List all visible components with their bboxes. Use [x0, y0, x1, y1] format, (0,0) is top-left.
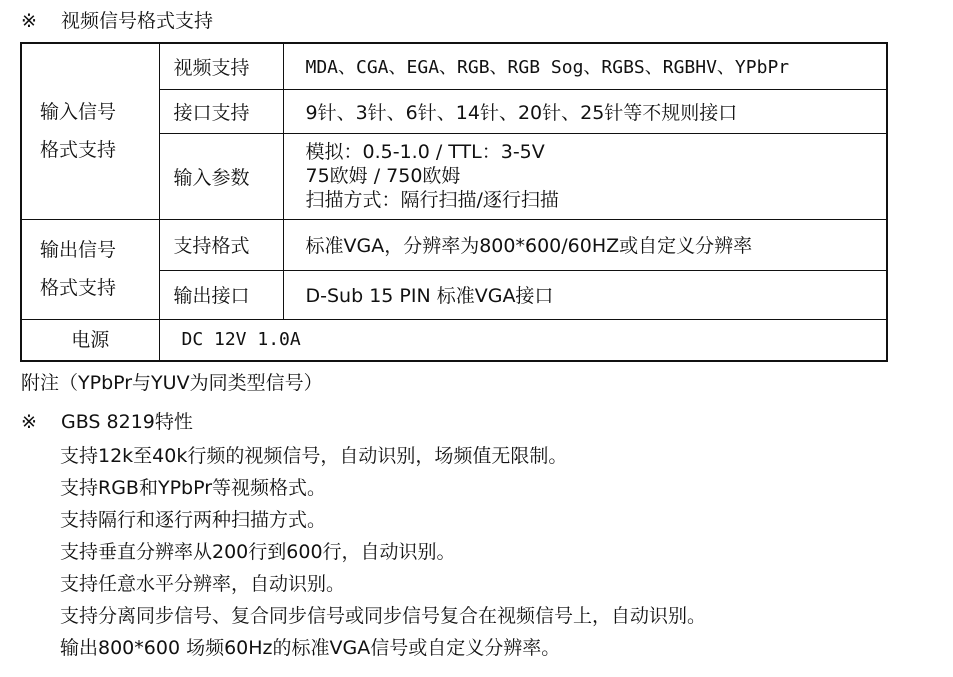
reference-mark-icon: ※	[21, 411, 37, 433]
table-row	[21, 43, 887, 89]
list-item: 支持分离同步信号、复合同步信号或同步信号复合在视频信号上，自动识别。	[60, 605, 707, 627]
group-label-line: 输入信号	[40, 101, 117, 124]
param-line: 75欧姆 / 750欧姆	[305, 165, 461, 187]
input-group-cell	[21, 43, 159, 219]
row-value-video-support: MDA、CGA、EGA、RGB、RGB Sog、RGBS、RGBHV、YPbPr	[283, 43, 887, 89]
list-item: 支持隔行和逐行两种扫描方式。	[60, 509, 327, 531]
output-group-cell	[21, 219, 159, 319]
table-row	[21, 219, 887, 270]
group-label-line: 格式支持	[40, 139, 117, 162]
feature-list	[60, 440, 706, 664]
spec-table	[20, 42, 888, 362]
row-label-output-interface: 输出接口	[159, 270, 283, 319]
row-label-video-support: 视频支持	[159, 43, 283, 89]
footnote: 附注（YPbPr与YUV为同类型信号）	[21, 372, 323, 394]
list-item: 支持垂直分辨率从200行到600行，自动识别。	[60, 541, 456, 563]
section-title: 视频信号格式支持	[61, 10, 214, 32]
table-row	[21, 319, 887, 361]
list-item: 支持RGB和YPbPr等视频格式。	[60, 477, 327, 499]
section-heading-video-format	[21, 6, 213, 36]
row-label-input-params: 输入参数	[159, 133, 283, 219]
param-line: 扫描方式：隔行扫描/逐行扫描	[305, 189, 559, 211]
row-value-interface-support: 9针、3针、6针、14针、20针、25针等不规则接口	[283, 89, 887, 133]
param-line: 模拟：0.5-1.0 / TTL：3-5V	[305, 141, 545, 163]
reference-mark-icon: ※	[21, 10, 37, 32]
list-item: 输出800*600 场频60Hz的标准VGA信号或自定义分辨率。	[60, 637, 561, 659]
row-label-power: 电源	[21, 319, 159, 361]
row-value-input-params	[283, 133, 887, 219]
section-title: GBS 8219特性	[61, 411, 193, 433]
row-value-power: DC 12V 1.0A	[159, 319, 887, 361]
group-label-line: 格式支持	[40, 277, 117, 299]
section-heading-gbs-features	[21, 408, 193, 436]
row-value-support-format: 标准VGA，分辨率为800*600/60HZ或自定义分辨率	[283, 219, 887, 270]
row-label-interface-support: 接口支持	[159, 89, 283, 133]
list-item: 支持12k至40k行频的视频信号，自动识别，场频值无限制。	[60, 445, 568, 467]
list-item: 支持任意水平分辨率，自动识别。	[60, 573, 346, 595]
group-label-line: 输出信号	[40, 239, 117, 261]
row-label-support-format: 支持格式	[159, 219, 283, 270]
row-value-output-interface: D-Sub 15 PIN 标准VGA接口	[283, 270, 887, 319]
